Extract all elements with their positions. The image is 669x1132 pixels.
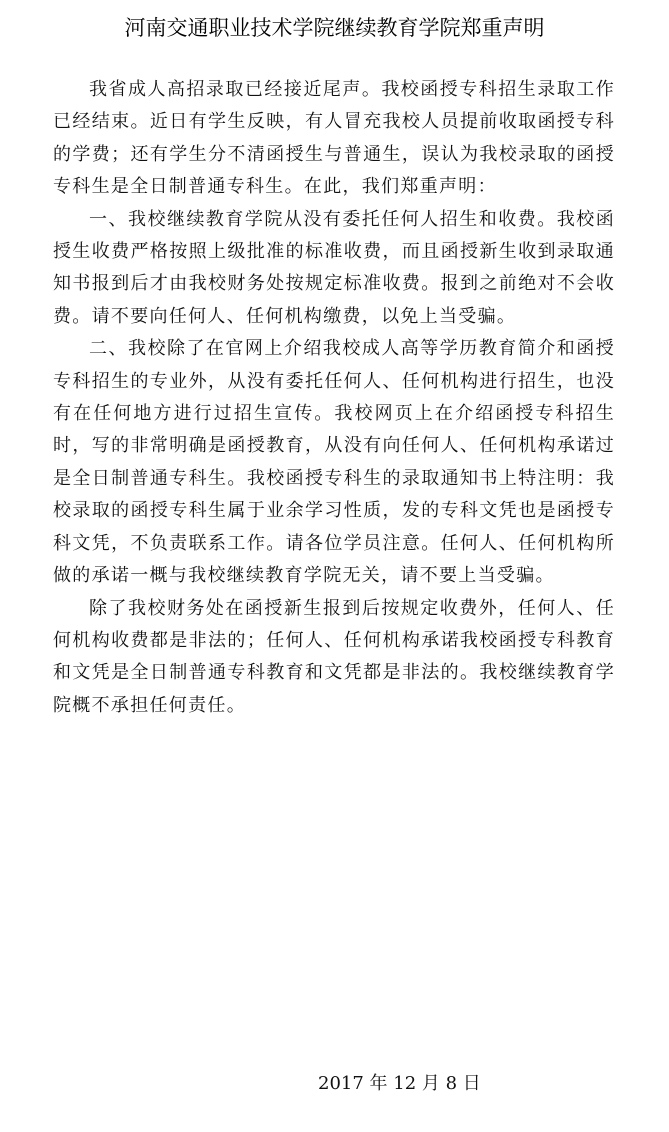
paragraph-point-two: 二、我校除了在官网上介绍我校成人高等学历教育简介和函授专科招生的专业外，从没有委托任何人、任何机构进行招生，也没有在任何地方进行过招生宣传。我校网页上在介绍函授专科招生时，写的非常明确是函授教育，从没有向任何人、任何机构承诺过是全日制普通专科生。我校函授专科生的录取通知书上特注明：我校录取的函授专科生属于业余学习性质，发的专科文凭也是函授专科文凭，不负责联系工作。请各位学员注意。任何人、任何机构所做的承诺一概与我校继续教育学院无关，请不要上当受骗。 [53, 338, 615, 587]
paragraph-intro: 我省成人高招录取已经接近尾声。我校函授专科招生录取工作已经结束。近日有学生反映，有人冒充我校人员提前收取函授专科的学费；还有学生分不清函授生与普通生，误认为我校录取的函授专科生是全日制普通专科生。在此，我们郑重声明： [53, 79, 615, 198]
paragraph-point-one: 一、我校继续教育学院从没有委托任何人招生和收费。我校函授生收费严格按照上级批准的标准收费，而且函授新生收到录取通知书报到后才由我校财务处按规定标准收费。报到之前绝对不会收费。请不要向任何人、任何机构缴费，以免上当受骗。 [53, 208, 615, 327]
statement-date: 2017 年 12 月 8 日 [318, 1073, 481, 1094]
document-title: 河南交通职业技术学院继续教育学院郑重声明 [124, 16, 545, 40]
paragraph-conclusion: 除了我校财务处在函授新生报到后按规定收费外，任何人、任何机构收费都是非法的；任何人、任何机构承诺我校函授专科教育和文凭是全日制普通专科教育和文凭都是非法的。我校继续教育学院概不承担任何责任。 [53, 597, 615, 716]
statement-body [53, 74, 615, 722]
